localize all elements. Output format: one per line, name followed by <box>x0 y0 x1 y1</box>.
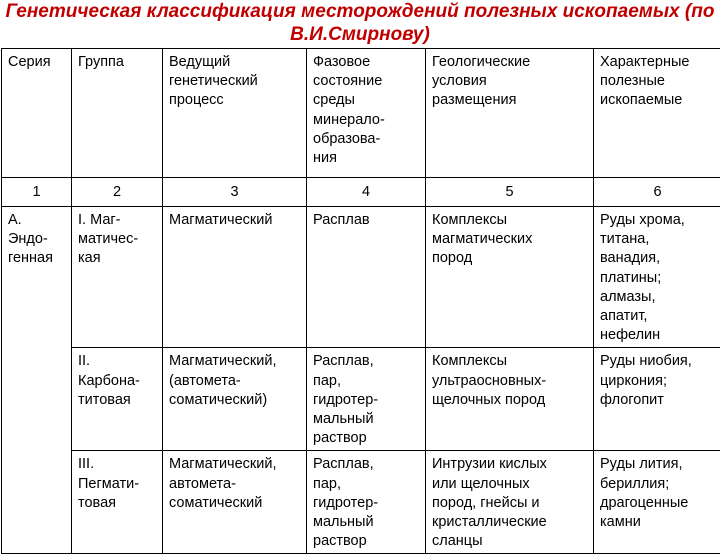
header-series: Серия <box>2 49 72 178</box>
series-cell: А. Эндо- генная <box>2 207 72 554</box>
header-minerals: Характерные полезные ископаемые <box>594 49 720 178</box>
column-number: 5 <box>426 178 594 207</box>
process-cell: Магматический, автомета- соматический <box>163 451 307 554</box>
header-process: Ведущий генетический процесс <box>163 49 307 178</box>
phase-cell: Расплав, пар, гидротер- мальный раствор <box>307 451 426 554</box>
column-number: 6 <box>594 178 720 207</box>
conditions-cell: Комплексы магматических пород <box>426 207 594 348</box>
process-cell: Магматический <box>163 207 307 348</box>
header-group: Группа <box>72 49 163 178</box>
page-title: Генетическая классификация месторождений полезных ископаемых (по В.И.Смирнову) <box>0 0 720 46</box>
phase-cell: Расплав <box>307 207 426 348</box>
table-header-row <box>2 49 720 178</box>
column-number: 3 <box>163 178 307 207</box>
header-phase: Фазовое состояние среды минерало- образова- ния <box>307 49 426 178</box>
column-number: 2 <box>72 178 163 207</box>
header-conditions: Геологические условия размещения <box>426 49 594 178</box>
table-row <box>2 207 720 348</box>
column-number: 4 <box>307 178 426 207</box>
column-number-row <box>2 178 720 207</box>
process-cell: Магматический, (автомета- соматический) <box>163 348 307 451</box>
minerals-cell: Руды хрома, титана, ванадия, платины; алмазы, апатит, нефелин <box>594 207 720 348</box>
group-cell: I. Маг- матичес- кая <box>72 207 163 348</box>
group-cell: III. Пегмати- товая <box>72 451 163 554</box>
classification-table <box>1 48 720 554</box>
group-cell: II. Карбона- титовая <box>72 348 163 451</box>
conditions-cell: Комплексы ультраосновных- щелочных пород <box>426 348 594 451</box>
minerals-cell: Руды ниобия, циркония; флогопит <box>594 348 720 451</box>
table-row <box>2 348 720 451</box>
conditions-cell: Интрузии кислых или щелочных пород, гнейсы и кристаллические сланцы <box>426 451 594 554</box>
table-row <box>2 451 720 554</box>
minerals-cell: Руды лития, бериллия; драгоценные камни <box>594 451 720 554</box>
column-number: 1 <box>2 178 72 207</box>
phase-cell: Расплав, пар, гидротер- мальный раствор <box>307 348 426 451</box>
